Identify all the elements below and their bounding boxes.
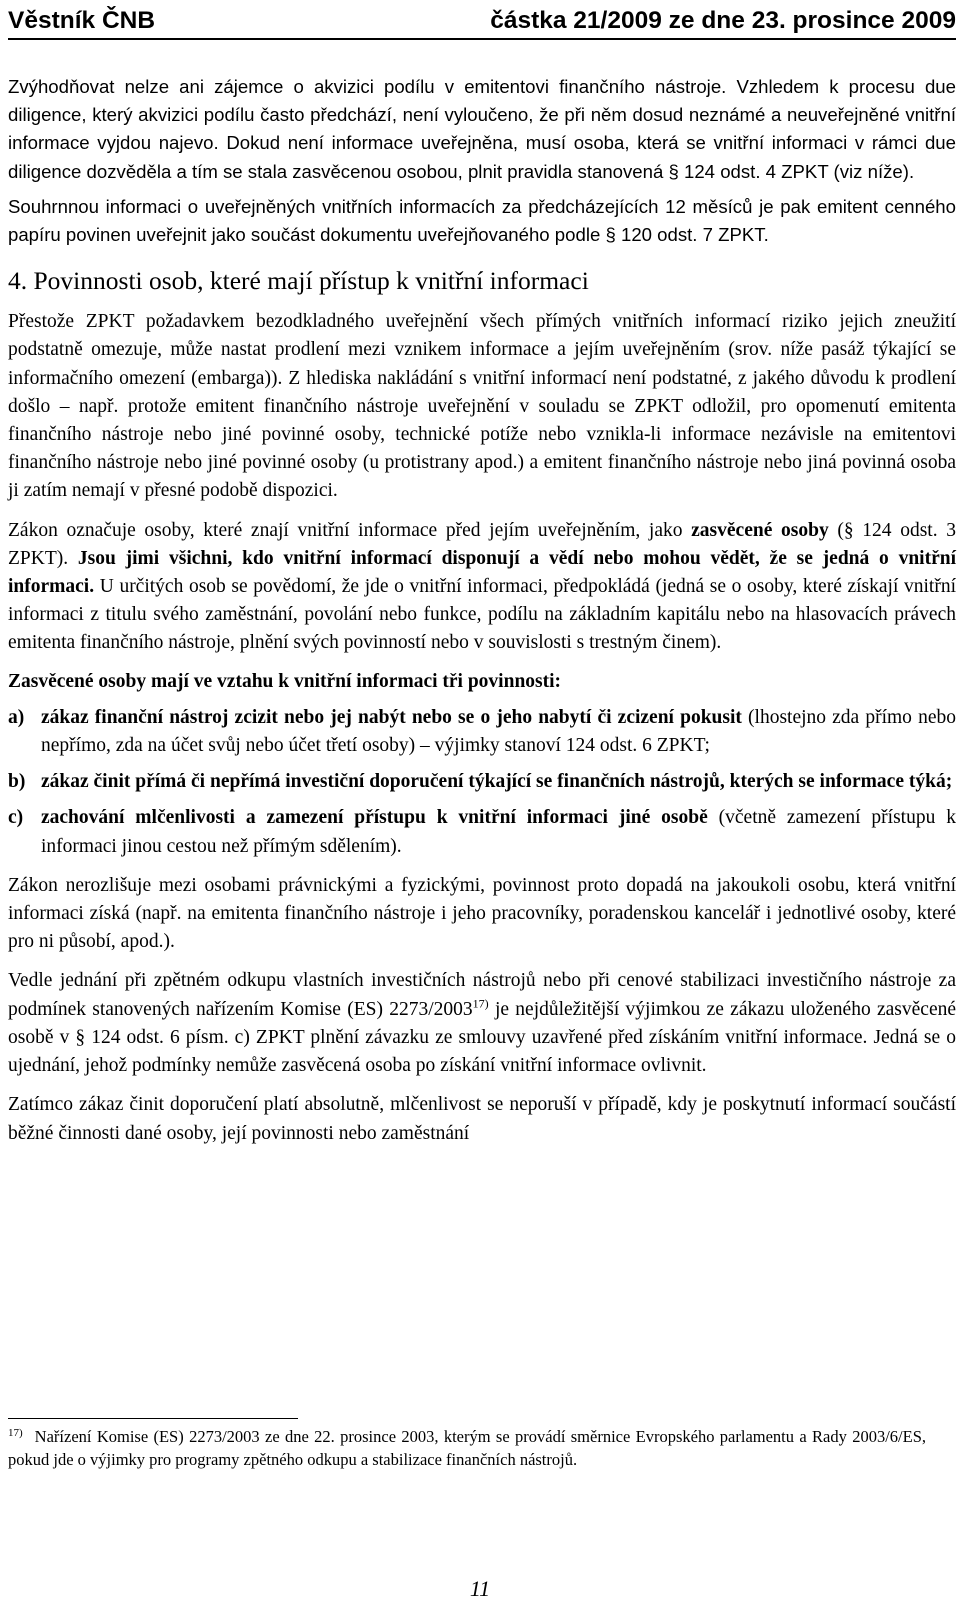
paragraph: Souhrnnou informaci o uveřejněných vnitřních informacích za předcházejících 12 měsíců je pak emitent cenného papíru povinen uveřejnit jako součást dokumentu uveřejňovaného podle § 120 odst. 7 ZPKT. <box>8 195 956 246</box>
duties-heading: Zasvěcené osoby mají ve vztahu k vnitřní informaci tři povinnosti: <box>8 670 562 692</box>
list-item-text <box>41 704 956 760</box>
page-number: 11 <box>469 1576 491 1601</box>
section-heading: 4. Povinnosti osob, které mají přístup k vnitřní informaci <box>8 266 589 296</box>
list-item-rest: (lhostejno zda přímo nebo nepřímo, zda na účet svůj nebo účet třetí osoby) – výjimky stanoví 124 odst. 6 ZPKT; <box>41 706 956 757</box>
list-item-bold: zachování mlčenlivosti a zamezení přístupu k vnitřní informaci jiné osobě <box>41 807 708 829</box>
list-item-bold: zákaz finanční nástroj zcizit nebo jej nabýt nebo se o jeho nabytí či zcizení pokusit <box>41 706 742 728</box>
paragraph: Zákon nerozlišuje mezi osobami právnickými a fyzickými, povinnost proto dopadá na jakoukoli osobu, která vnitřní informaci získá (např. na emitenta finančního nástroje i jeho pracovníky, poradenskou kancelář i jednotlivé osoby, které pro ni působí, apod.). <box>8 874 956 953</box>
issue-info: částka 21/2009 ze dne 23. prosince 2009 <box>490 7 956 34</box>
list-item-bold: zákaz činit přímá či nepřímá investiční doporučení týkající se finančních nástrojů, kterých se informace týká; <box>41 771 953 793</box>
list-item-label: a) <box>8 706 25 728</box>
list-item-text <box>41 804 956 860</box>
paragraph: Zatímco zákaz činit doporučení platí absolutně, mlčenlivost se neporuší v případě, kdy je poskytnutí informací součástí běžné činnosti dané osoby, její povinnosti nebo zaměstnání <box>8 1094 956 1144</box>
page-header <box>8 0 956 40</box>
bold-term: zasvěcené osoby <box>691 519 829 541</box>
paragraph: Přestože ZPKT požadavkem bezodkladného uveřejnění všech přímých vnitřních informací riziko jejich zneužití podstatně omezuje, může nastat prodlení mezi vznikem informace a jejím uveřejněním (srov. níže pasáž týkající se informačního omezení (embarga)). Z hlediska nakládání s vnitřní informací není podstatné, z jakého důvodu k prodlení došlo – např. protože emitent finančního nástroje uveřejnění v souladu se ZPKT odložil, pro opomenutí emitenta finančního nástroje nebo jiné povinné osoby, technické potíže nebo vznikla-li informace nezávisle na emitentovi finančního nástroje nebo jiné povinné osoby (u protistrany apod.) a emitent finančního nástroje nebo jiná povinná osoba ji zatím nemají v přesné podobě dispozici. <box>8 311 956 502</box>
list-item <box>8 804 956 860</box>
paragraph-text: Zákon označuje osoby, které znají vnitřní informace před jejím uveřejněním, jako <box>8 519 692 541</box>
list-item <box>8 704 956 760</box>
bold-sentence: Jsou jimi všichni, kdo vnitřní informací disponují a vědí nebo mohou vědět, že se jedná o vnitřní informaci. <box>8 547 956 598</box>
document-page <box>8 0 956 1148</box>
list-item <box>8 768 956 796</box>
footnote-reference: 17) <box>472 996 489 1011</box>
paragraph-text: (§ 124 odst. 3 ZPKT). <box>8 519 956 569</box>
list-item-text <box>41 768 956 796</box>
paragraph <box>8 517 956 658</box>
paragraph <box>8 967 956 1080</box>
footnote-text: Nařízení Komise (ES) 2273/2003 ze dne 22. prosince 2003, kterým se provádí směrnice Evropského parlamentu a Rady 2003/6/ES, pokud jde o výjimky pro programy zpětného odkupu a stabilizace finančních nástrojů. <box>8 1427 926 1469</box>
list-item-label: b) <box>8 771 26 793</box>
footnote-mark: 17) <box>8 1426 23 1439</box>
main-content <box>8 73 956 1148</box>
paragraph: Zvýhodňovat nelze ani zájemce o akvizici podílu v emitentovi finančního nástroje. Vzhledem k procesu due diligence, který akvizici podílu často předchází, není vyloučeno, že při něm dosud neznámé a neuveřejněné vnitřní informace vyjdou najevo. Dokud není informace uveřejněna, musí osoba, která se vnitřní informaci v rámci due diligence dozvěděla a tím se stala zasvěcenou osobou, plnit pravidla stanovená § 124 odst. 4 ZPKT (viz níže). <box>8 76 956 182</box>
footnote-divider <box>8 1418 298 1419</box>
footnote <box>8 1426 926 1471</box>
list-item-label: c) <box>8 807 24 829</box>
list-item-rest: (včetně zamezení přístupu k informaci jinou cestou než přímým sdělením). <box>41 807 956 857</box>
paragraph-text: U určitých osob se povědomí, že jde o vnitřní informaci, předpokládá (jedná se o osoby, které získají vnitřní informaci z titulu svého zaměstnání, povolání nebo funkce, podílu na základním kapitálu nebo na hlasovacích právech emitenta finančního nástroje, plnění svých povinností nebo v souvislosti s trestným činem). <box>8 576 956 654</box>
paragraph-text: je nejdůležitější výjimkou ze zákazu uloženého zasvěcené osobě v § 124 odst. 6 písm. c) ZPKT plnění závazku ze smlouvy uzavřené před získáním vnitřní informace. Jedná se o ujednání, jehož podmínky nemůže zasvěcená osoba po získání vnitřní informace ovlivnit. <box>8 998 956 1077</box>
journal-title: Věstník ČNB <box>8 7 156 34</box>
paragraph-text: Vedle jednání při zpětném odkupu vlastních investičních nástrojů nebo při cenové stabilizaci investičního nástroje za podmínek stanovených nařízením Komise (ES) 2273/2003 <box>8 970 956 1020</box>
